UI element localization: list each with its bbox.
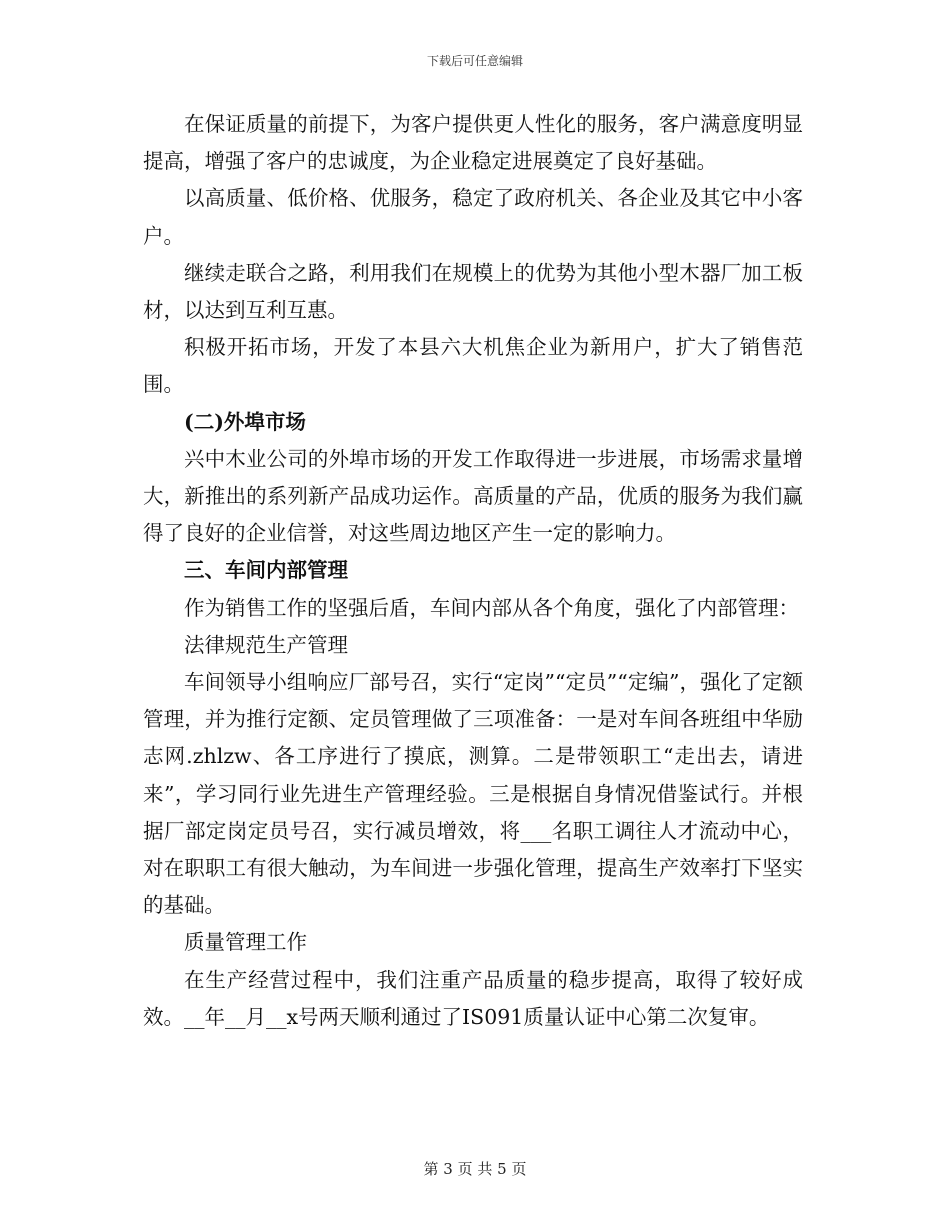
paragraph: 作为销售工作的坚强后盾，车间内部从各个角度，强化了内部管理： xyxy=(184,595,799,620)
document-body xyxy=(143,106,803,1036)
subheading: 质量管理工作 xyxy=(184,930,307,955)
paragraph: 车间领导小组响应厂部号召，实行“定岗”“定员”“定编”，强化了定额管理，并为推行定额、定员管理做了三项准备：一是对车间各班组中华励志网.zhlzw、各工序进行了摸底，测算。二是带领职工“走出去，请进来”，学习同行业先进生产管理经验。三是根据自身情况借鉴试行。并根据厂部定岗定员号召，实行减员增效，将___名职工调往人才流动中心，对在职职工有很大触动，为车间进一步强化管理，提高生产效率打下坚实的基础。 xyxy=(143,670,803,918)
paragraph: 兴中木业公司的外埠市场的开发工作取得进一步进展，市场需求量增大，新推出的系列新产品成功运作。高质量的产品，优质的服务为我们赢得了良好的企业信誉，对这些周边地区产生一定的影响力。 xyxy=(143,446,803,546)
paragraph: 以高质量、低价格、优服务，稳定了政府机关、各企业及其它中小客户。 xyxy=(143,186,803,248)
section-heading: 三、车间内部管理 xyxy=(184,558,348,583)
subheading: 法律规范生产管理 xyxy=(184,632,348,657)
paragraph: 继续走联合之路，利用我们在规模上的优势为其他小型木器厂加工板材，以达到互利互惠。 xyxy=(143,260,803,323)
section-heading: (二)外埠市场 xyxy=(184,409,306,434)
page-footer: 第 3 页 共 5 页 xyxy=(423,1160,527,1178)
page-header: 下载后可任意编辑 xyxy=(426,54,523,68)
paragraph: 在保证质量的前提下，为客户提供更人性化的服务，客户满意度明显提高，增强了客户的忠诚度，为企业稳定进展奠定了良好基础。 xyxy=(143,112,803,174)
paragraph: 积极开拓市场，开发了本县六大机焦企业为新用户，扩大了销售范围。 xyxy=(143,335,803,397)
paragraph: 在生产经营过程中，我们注重产品质量的稳步提高，取得了较好成效。__年__月__x号两天顺利通过了IS091质量认证中心第二次复审。 xyxy=(143,967,803,1029)
